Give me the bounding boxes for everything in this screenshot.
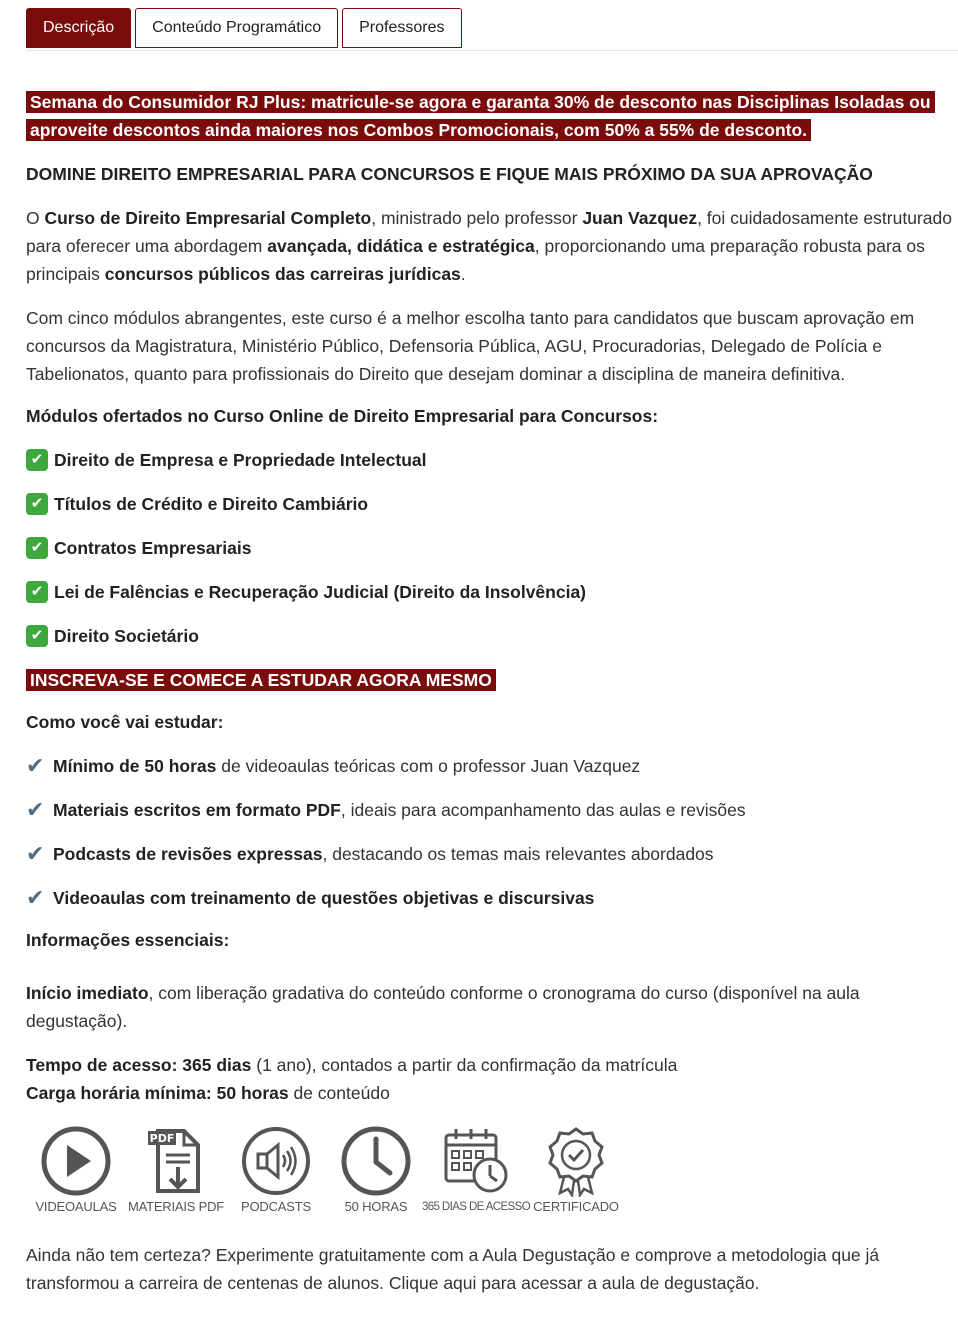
checkmark-icon: ✔ — [26, 841, 45, 866]
pdf-download-icon — [138, 1125, 214, 1197]
info-start: Início imediato, com liberação gradativa do conteúdo conforme o cronograma do curso (disponível na aula degustação). — [26, 983, 860, 1031]
module-item: ✔ Títulos de Crédito e Direito Cambiário — [26, 490, 958, 518]
clock-icon — [338, 1125, 414, 1197]
svg-text:PDF: PDF — [149, 1132, 175, 1145]
certificate-badge-icon — [538, 1125, 614, 1197]
feature-certificado: CERTIFICADO — [526, 1125, 626, 1225]
study-item: ✔ Materiais escritos em formato PDF, ideais para acompanhamento das aulas e revisões — [26, 797, 746, 822]
cta-banner: INSCREVA-SE E COMECE A ESTUDAR AGORA MESMO — [26, 666, 958, 694]
features-row — [26, 1125, 958, 1225]
module-item: ✔ Contratos Empresariais — [26, 534, 958, 562]
info-access: Tempo de acesso: 365 dias (1 ano), contados a partir da confirmação da matrícula — [26, 1055, 678, 1075]
info-hours: Carga horária mínima: 50 horas de conteúdo — [26, 1083, 390, 1103]
checkmark-icon: ✔ — [26, 753, 45, 778]
modules-paragraph: Com cinco módulos abrangentes, este curso é a melhor escolha tanto para candidatos que buscam aprovação em concursos da Magistratura, Ministério Público, Defensoria Pública, AGU, Procuradorias, Delegado de Polícia e Tabelionatos, quanto para profissionais do Direito que desejam dominar a disciplina de maneira definitiva. — [26, 308, 915, 384]
check-box-icon: ✔ — [26, 493, 48, 515]
check-box-icon: ✔ — [26, 625, 48, 647]
modules-heading: Módulos ofertados no Curso Online de Direito Empresarial para Concursos: — [26, 406, 659, 426]
promo-banner: Semana do Consumidor RJ Plus: matricule-se agora e garanta 30% de desconto nas Disciplinas Isoladas ou aproveite descontos ainda maiores nos Combos Promocionais, com 50% a 55% de desconto. — [26, 88, 958, 144]
checkmark-icon: ✔ — [26, 797, 45, 822]
feature-podcasts: PODCASTS — [226, 1125, 326, 1225]
study-item: ✔ Podcasts de revisões expressas, destacando os temas mais relevantes abordados — [26, 841, 714, 866]
feature-horas: 50 HORAS — [326, 1125, 426, 1225]
calendar-clock-icon — [438, 1125, 514, 1197]
feature-materiais-pdf: PDF MATERIAIS PDF — [126, 1125, 226, 1225]
trial-paragraph[interactable]: Ainda não tem certeza? Experimente gratuitamente com a Aula Degustação e comprove a metodologia que já transformou a carreira de centenas de alunos. Clique aqui para acessar a aula de degustação. — [26, 1245, 880, 1293]
tab-professores[interactable]: Professores — [342, 8, 461, 48]
description-content — [26, 88, 958, 1297]
feature-videoaulas: VIDEOAULAS — [26, 1125, 126, 1225]
study-item: ✔ Mínimo de 50 horas de videoaulas teóricas com o professor Juan Vazquez — [26, 753, 641, 778]
check-box-icon: ✔ — [26, 449, 48, 471]
feature-dias-acesso: 365 DIAS DE ACESSO — [426, 1125, 526, 1225]
study-heading: Como você vai estudar: — [26, 712, 224, 732]
module-item: ✔ Direito de Empresa e Propriedade Intelectual — [26, 446, 958, 474]
check-box-icon: ✔ — [26, 537, 48, 559]
modules-list — [26, 446, 958, 650]
tab-descricao[interactable]: Descrição — [26, 8, 131, 48]
tab-conteudo-programatico[interactable]: Conteúdo Programático — [135, 8, 338, 48]
module-item: ✔ Lei de Falências e Recuperação Judicial (Direito da Insolvência) — [26, 578, 958, 606]
tab-bar — [26, 8, 958, 51]
course-headline: DOMINE DIREITO EMPRESARIAL PARA CONCURSOS E FIQUE MAIS PRÓXIMO DA SUA APROVAÇÃO — [26, 164, 873, 184]
intro-paragraph: O Curso de Direito Empresarial Completo, ministrado pelo professor Juan Vazquez, foi cuidadosamente estruturado para oferecer uma abordagem avançada, didática e estratégica, proporcionando uma preparação robusta para os principais concursos públicos das carreiras jurídicas. — [26, 208, 952, 284]
module-item: ✔ Direito Societário — [26, 622, 958, 650]
study-item: ✔ Videoaulas com treinamento de questões objetivas e discursivas — [26, 885, 595, 910]
study-list — [26, 752, 958, 912]
play-circle-icon — [38, 1125, 114, 1197]
info-heading: Informações essenciais: — [26, 930, 230, 950]
check-box-icon: ✔ — [26, 581, 48, 603]
speaker-icon — [238, 1125, 314, 1197]
checkmark-icon: ✔ — [26, 885, 45, 910]
